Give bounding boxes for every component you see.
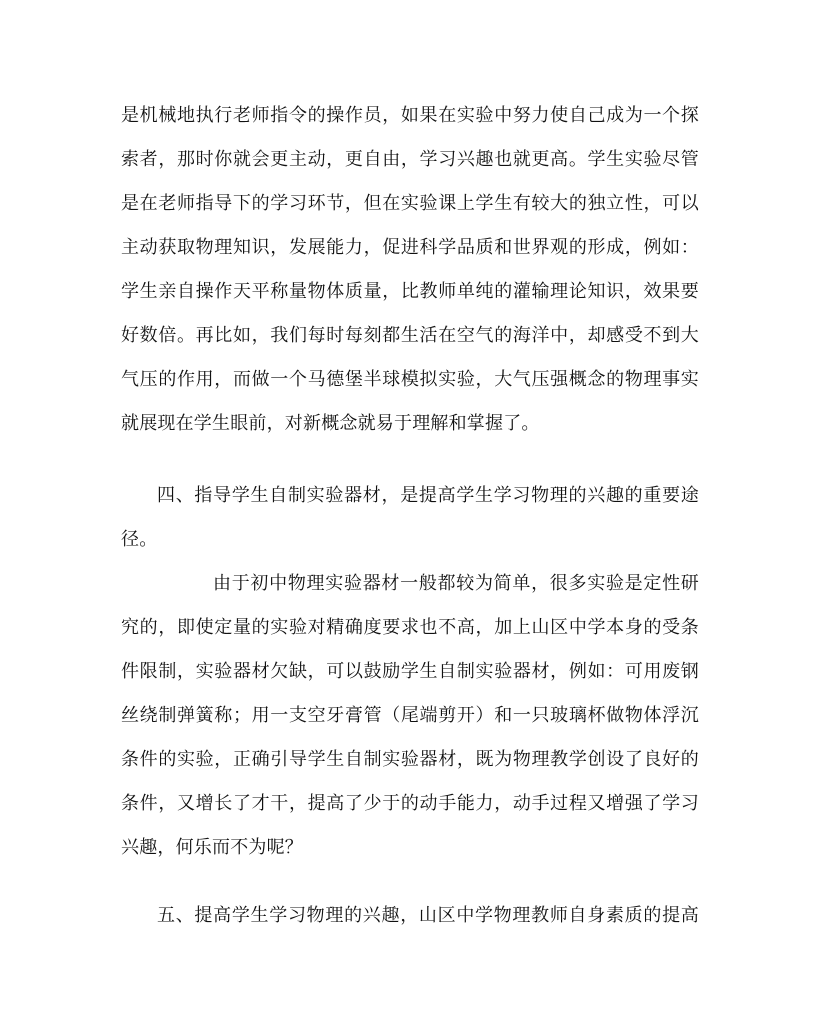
text-line: 是在老师指导下的学习环节，但在实验课上学生有较大的独立性，可以 <box>121 193 699 214</box>
heading-line: 五、提高学生学习物理的兴趣，山区中学物理教师自身素质的提高 <box>157 905 699 926</box>
text-line: 件限制，实验器材欠缺，可以鼓励学生自制实验器材，例如：可用废钢 <box>121 661 699 682</box>
text-line: 主动获取物理知识，发展能力，促进科学品质和世界观的形成，例如： <box>121 237 699 258</box>
text-line: 学生亲自操作天平称量物体质量，比教师单纯的灌输理论知识，效果要 <box>121 281 699 302</box>
heading-line: 四、指导学生自制实验器材，是提高学生学习物理的兴趣的重要途 <box>157 485 699 506</box>
text-line: 由于初中物理实验器材一般都较为简单，很多实验是定性研 <box>213 573 699 594</box>
text-line: 条件的实验，正确引导学生自制实验器材，既为物理教学创设了良好的 <box>121 749 699 770</box>
text-line: 兴趣，何乐而不为呢？ <box>121 837 303 858</box>
text-line: 好数倍。再比如，我们每时每刻都生活在空气的海洋中，却感受不到大 <box>121 325 699 346</box>
text-line: 是机械地执行老师指令的操作员，如果在实验中努力使自己成为一个探 <box>121 105 699 126</box>
heading-line: 径。 <box>121 529 158 550</box>
text-line: 索者，那时你就会更主动，更自由，学习兴趣也就更高。学生实验尽管 <box>121 149 699 170</box>
text-line: 条件，又增长了才干，提高了少于的动手能力，动手过程又增强了学习 <box>121 793 699 814</box>
text-line: 就展现在学生眼前，对新概念就易于理解和掌握了。 <box>121 413 540 434</box>
text-line: 气压的作用，而做一个马德堡半球模拟实验，大气压强概念的物理事实 <box>121 369 699 390</box>
text-line: 丝绕制弹簧称；用一支空牙膏管（尾端剪开）和一只玻璃杯做物体浮沉 <box>121 705 699 726</box>
text-line: 究的，即使定量的实验对精确度要求也不高，加上山区中学本身的受条 <box>121 617 699 638</box>
